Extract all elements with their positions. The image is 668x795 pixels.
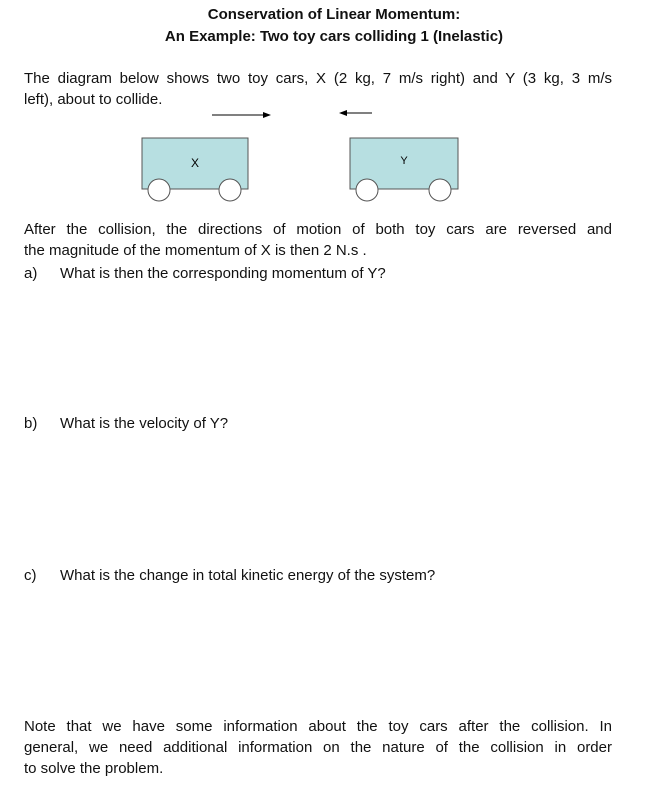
after-line-1: After the collision, the directions of motion of both toy cars are reversed and <box>24 221 612 238</box>
question-b <box>24 413 228 434</box>
car-x <box>142 138 248 201</box>
note-line-2: general, we need additional information on the nature of the collision in order <box>24 739 612 756</box>
question-b-text: What is the velocity of Y? <box>60 415 229 432</box>
question-a-label: a) <box>24 265 38 282</box>
question-c-label: c) <box>24 567 37 584</box>
note-line-3: to solve the problem. <box>24 760 164 777</box>
car-y-label: Y <box>400 155 408 167</box>
after-paragraph <box>24 219 612 261</box>
note-paragraph <box>24 716 612 779</box>
page-subtitle: An Example: Two toy cars colliding 1 (Inelastic) <box>164 28 504 45</box>
page-title: Conservation of Linear Momentum: <box>207 6 461 23</box>
note-line-1: Note that we have some information about the toy cars after the collision. In <box>24 718 612 735</box>
car-x-label: X <box>190 156 200 170</box>
arrow-x-right-icon <box>212 112 271 118</box>
intro-line-1: The diagram below shows two toy cars, X (2 kg, 7 m/s right) and Y (3 kg, 3 m/s <box>24 70 612 87</box>
question-a <box>24 263 386 284</box>
car-y <box>350 138 458 201</box>
after-line-2: the magnitude of the momentum of X is then 2 N.s . <box>24 242 367 259</box>
arrow-y-left-icon <box>339 110 372 116</box>
car-x-front-wheel <box>219 179 241 201</box>
question-b-label: b) <box>24 415 38 432</box>
question-c-text: What is the change in total kinetic energy of the system? <box>60 567 436 584</box>
question-a-text: What is then the corresponding momentum of Y? <box>60 265 386 282</box>
car-x-rear-wheel <box>148 179 170 201</box>
question-c <box>24 565 435 586</box>
car-y-front-wheel <box>429 179 451 201</box>
car-y-rear-wheel <box>356 179 378 201</box>
intro-line-2: left), about to collide. <box>24 91 163 108</box>
